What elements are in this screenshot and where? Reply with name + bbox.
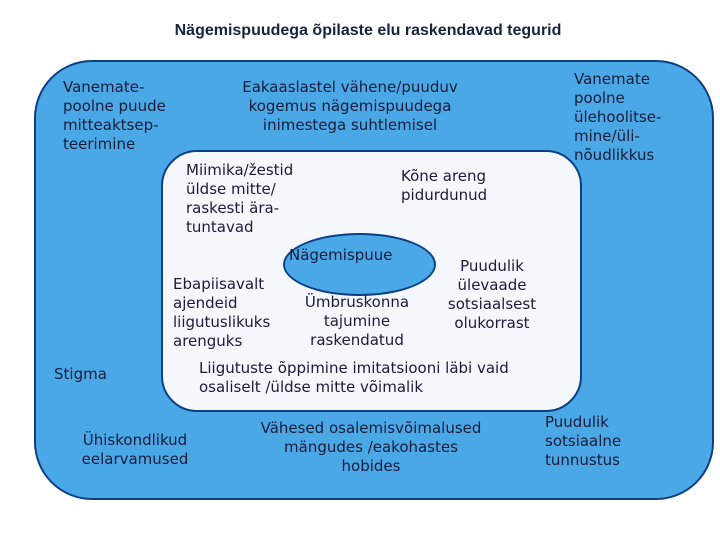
factor-speech xyxy=(401,167,487,205)
text-line: poolne xyxy=(574,89,625,107)
text-line: liigutuslikuks xyxy=(173,313,271,331)
text-line: raskesti ära- xyxy=(186,199,280,217)
text-line: osaliselt /üldse mitte võimalik xyxy=(199,378,424,396)
text-line: üldse mitte/ xyxy=(186,180,276,198)
text-line: mine/üli- xyxy=(574,127,640,145)
text-line: sotsiaalne xyxy=(545,432,622,450)
text-line: ajendeid xyxy=(173,294,238,312)
page-title: Nägemispuudega õpilaste elu raskendavad tegurid xyxy=(174,22,562,39)
text-line: olukorrast xyxy=(454,314,530,332)
text-line: nõudlikkus xyxy=(574,146,655,164)
text-line: mängudes /eakohastes xyxy=(284,438,458,456)
factor-stigma xyxy=(54,365,107,384)
text-line: Puudulik xyxy=(460,257,524,275)
text-line: tuntavad xyxy=(186,218,254,236)
text-line: inimestega suhtlemisel xyxy=(262,116,438,134)
text-line: Liigutuste õppimine imitatsiooni läbi vaid xyxy=(199,359,509,377)
center-label: Nägemispuue xyxy=(289,246,393,264)
text-line: Vähesed osalemisvõimalused xyxy=(260,419,482,437)
factor-participation xyxy=(246,419,496,476)
factor-social-identity xyxy=(545,413,621,470)
text-line: Kõne areng xyxy=(401,167,487,185)
text-line: pidurdunud xyxy=(401,186,488,204)
text-line: ülevaade xyxy=(457,276,527,294)
text-line: raskendatud xyxy=(310,331,404,349)
text-line: tajumine xyxy=(323,312,391,330)
factor-motor xyxy=(173,275,270,351)
text-line: teerimine xyxy=(63,135,136,153)
text-line: tunnustus xyxy=(545,451,620,469)
text-line: kogemus nägemispuudega xyxy=(248,97,452,115)
text-line: Vanemate xyxy=(574,70,650,88)
factor-parents-acceptance xyxy=(63,78,166,154)
text-line: Ühiskondlikud xyxy=(82,431,188,449)
text-line: Ümbruskonna xyxy=(304,293,410,311)
text-line: Vanemate- xyxy=(63,78,145,96)
text-line: Eakaaslastel vähene/puuduv xyxy=(242,78,458,96)
text-line: eelarvamused xyxy=(81,450,189,468)
text-line: poolne puude xyxy=(63,97,166,115)
factor-environment xyxy=(292,293,422,350)
text-line: Miimika/žestid xyxy=(186,161,294,179)
text-line: arenguks xyxy=(173,332,243,350)
text-line: Ebapiisavalt xyxy=(173,275,265,293)
text-line: Stigma xyxy=(54,365,107,383)
text-line: Puudulik xyxy=(545,413,609,431)
factor-parents-overprotection xyxy=(574,70,661,165)
factor-imitation xyxy=(199,359,509,397)
text-line: sotsiaalsest xyxy=(447,295,537,313)
text-line: mitteaktsep- xyxy=(63,116,159,134)
text-line: hobides xyxy=(341,457,401,475)
text-line: ülehoolitse- xyxy=(574,108,662,126)
factor-overview xyxy=(436,257,548,333)
factor-mimicry xyxy=(186,161,293,237)
factor-peers-experience xyxy=(228,78,472,135)
factor-prejudices xyxy=(70,431,200,469)
